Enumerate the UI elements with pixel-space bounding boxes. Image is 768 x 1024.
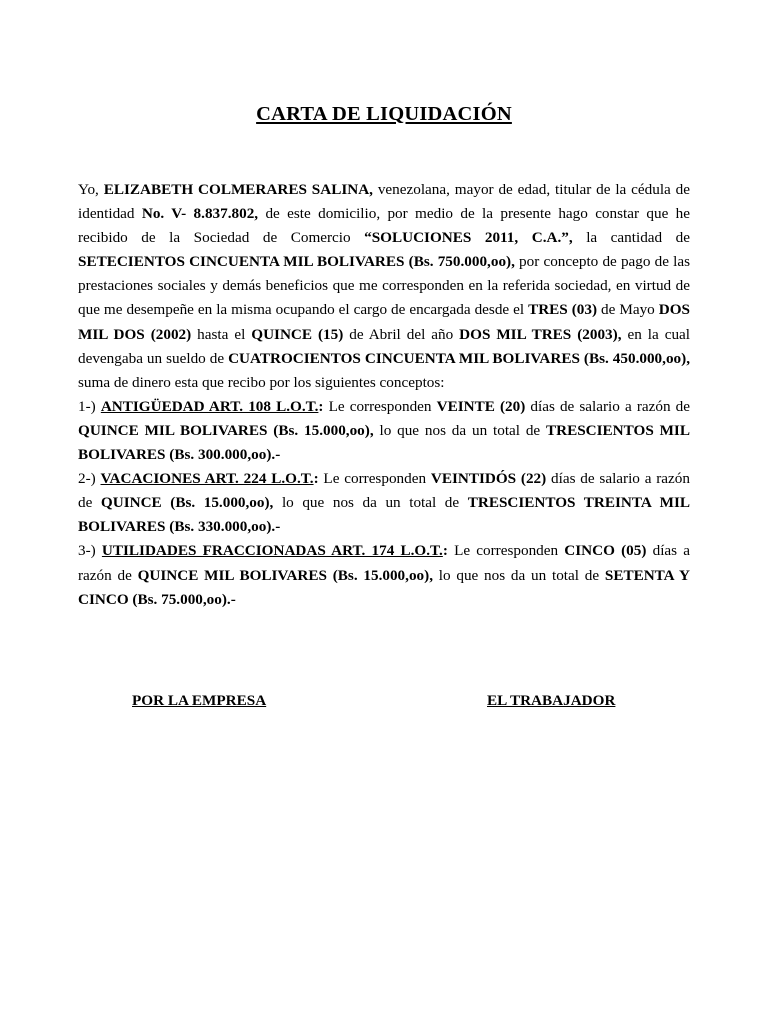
- item-colon: :: [442, 542, 448, 560]
- item-number: 3-): [78, 542, 102, 560]
- item-total: TRESCIENTOS TREINTA MIL BOLIVARES (Bs. 330.000,oo).-: [78, 494, 690, 536]
- intro-text: de Abril del año: [343, 325, 460, 343]
- item-heading: VACACIONES ART. 224 L.O.T.: [100, 470, 314, 488]
- concept-item-3: [78, 539, 690, 611]
- item-heading: ANTIGÜEDAD ART. 108 L.O.T.: [100, 397, 319, 415]
- item-total: TRESCIENTOS MIL BOLIVARES (Bs. 300.000,oo).-: [78, 421, 690, 464]
- item-text: días de salario a razón de: [525, 397, 690, 415]
- item-text: días de salario a razón de: [78, 470, 690, 512]
- item-text: lo que nos da un total de: [273, 494, 468, 512]
- item-text: lo que nos da un total de: [433, 566, 605, 584]
- intro-text: venezolana, mayor de edad, titular de la cédula de identidad: [78, 181, 691, 223]
- item-text: Le corresponden: [323, 397, 437, 415]
- item-days: VEINTIDÓS (22): [430, 470, 547, 488]
- item-text: Le corresponden: [318, 470, 431, 488]
- item-rate: QUINCE MIL BOLIVARES (Bs. 15.000,oo),: [137, 566, 433, 584]
- intro-text: de este domicilio, por medio de la presente hago constar que he recibido de la Sociedad de Comercio: [78, 205, 691, 247]
- item-colon: :: [313, 470, 319, 488]
- document-body: [78, 178, 690, 612]
- id-number: No. V- 8.837.802,: [141, 205, 259, 223]
- document-title: CARTA DE LIQUIDACIÓN: [256, 103, 512, 125]
- start-year: DOS MIL DOS (2002): [78, 301, 690, 343]
- end-year: DOS MIL TRES (2003),: [459, 325, 622, 343]
- item-rate: QUINCE MIL BOLIVARES (Bs. 15.000,oo),: [78, 421, 374, 439]
- worker-signature-label: EL TRABAJADOR: [487, 692, 616, 709]
- intro-paragraph: [78, 178, 690, 395]
- end-day: QUINCE (15): [251, 325, 344, 343]
- intro-text: hasta el: [191, 325, 252, 343]
- intro-text: la cantidad de: [572, 229, 690, 247]
- employee-name: ELIZABETH COLMERARES SALINA,: [103, 181, 373, 198]
- item-days: CINCO (05): [564, 542, 647, 560]
- company-name: “SOLUCIONES 2011, C.A.”,: [364, 229, 573, 247]
- item-total: SETENTA Y CINCO (Bs. 75.000,oo).-: [78, 566, 690, 608]
- intro-text: por concepto de pago de las prestaciones sociales y demás beneficios que me corresponden en la referida sociedad, en virtud de que me desempeñe en la misma ocupando el cargo de encargada desde el: [78, 253, 690, 319]
- item-days: VEINTE (20): [436, 397, 526, 415]
- item-text: días a razón de: [78, 542, 690, 584]
- company-signature-label: POR LA EMPRESA: [132, 692, 267, 709]
- item-colon: :: [318, 397, 324, 415]
- intro-text: suma de dinero esta que recibo por los siguientes conceptos:: [78, 373, 445, 391]
- item-text: lo que nos da un total de: [373, 421, 546, 439]
- item-heading: UTILIDADES FRACCIONADAS ART. 174 L.O.T.: [101, 542, 443, 560]
- item-text: Le corresponden: [447, 542, 565, 560]
- item-number: 1-): [78, 397, 101, 415]
- signature-section: [0, 692, 768, 716]
- intro-text: Yo,: [78, 181, 104, 198]
- item-rate: QUINCE (Bs. 15.000,oo),: [100, 494, 274, 512]
- salary-amount: CUATROCIENTOS CINCUENTA MIL BOLIVARES (Bs. 450.000,oo),: [228, 349, 690, 367]
- start-day: TRES (03): [528, 301, 598, 319]
- concept-item-2: [78, 467, 690, 539]
- total-amount: SETECIENTOS CINCUENTA MIL BOLIVARES (Bs. 750.000,oo),: [78, 253, 515, 271]
- intro-text: en la cual devengaba un sueldo de: [78, 325, 691, 367]
- item-number: 2-): [78, 470, 101, 488]
- intro-text: de Mayo: [597, 301, 659, 319]
- concept-item-1: [78, 395, 690, 467]
